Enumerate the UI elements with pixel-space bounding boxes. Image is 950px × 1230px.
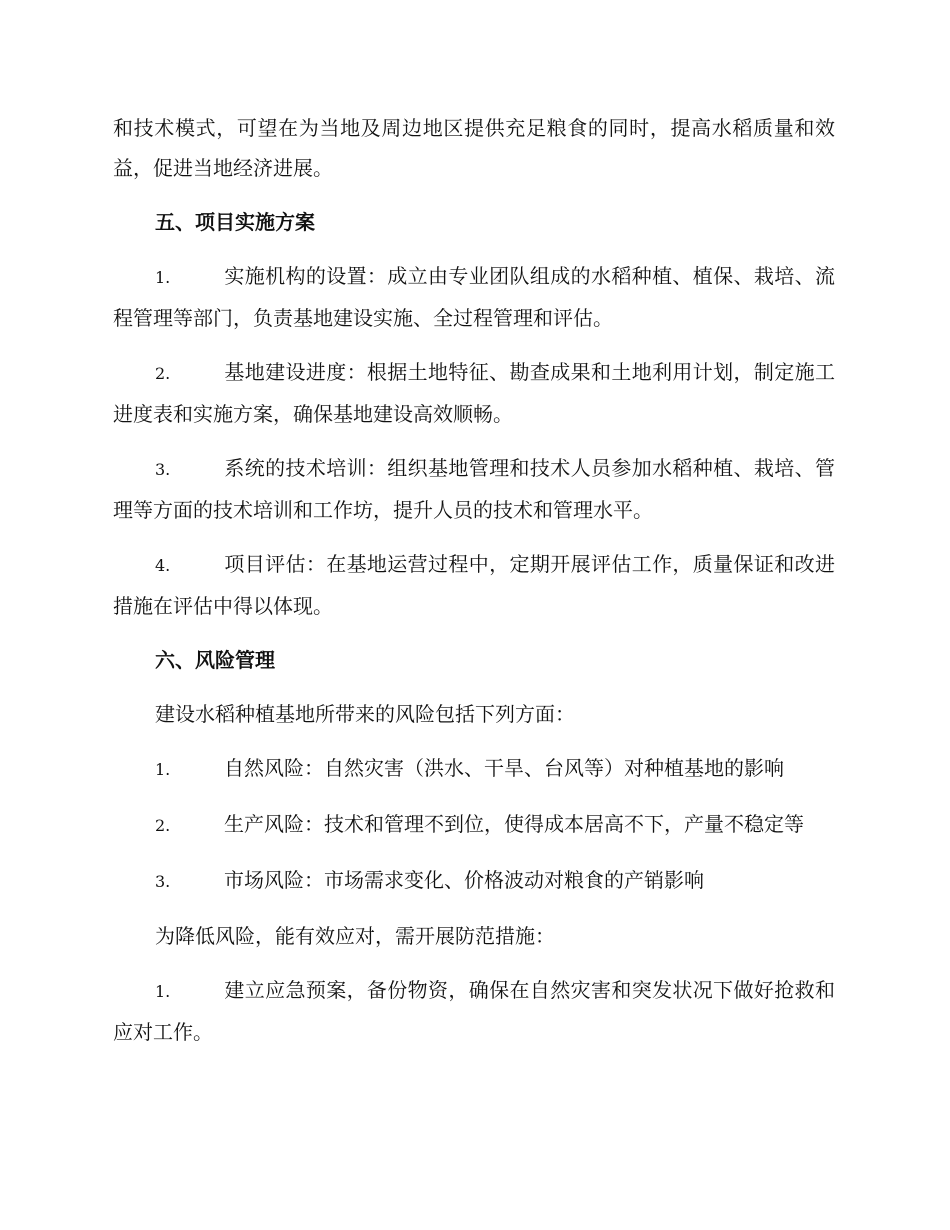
item-number: 1.: [155, 760, 171, 779]
item-number: 3.: [155, 872, 171, 891]
item-text: 项目评估：在基地运营过程中，定期开展评估工作，质量保证和改进措施在评估中得以体现。: [113, 552, 835, 618]
document-body: [113, 108, 835, 1066]
item-text: 市场风险：市场需求变化、价格波动对粮食的产销影响: [224, 868, 704, 892]
item-number: 2.: [155, 816, 171, 835]
section-heading-implementation: 五、项目实施方案: [155, 210, 315, 234]
measures-intro-paragraph: 为降低风险，能有效应对，需开展防范措施：: [155, 924, 555, 948]
item-text: 建立应急预案，备份物资，确保在自然灾害和突发状况下做好抢救和应对工作。: [113, 978, 835, 1044]
risk-intro-paragraph: 建设水稻种植基地所带来的风险包括下列方面：: [155, 702, 575, 726]
item-text: 生产风险：技术和管理不到位，使得成本居高不下，产量不稳定等: [224, 812, 804, 836]
implementation-item: [113, 448, 835, 530]
section-heading-risk: 六、风险管理: [155, 648, 275, 672]
item-number: 1.: [155, 982, 171, 1001]
continuation-paragraph: 和技术模式，可望在为当地及周边地区提供充足粮食的同时，提高水稻质量和效益，促进当地经济进展。: [113, 116, 835, 180]
risk-item: [113, 804, 835, 846]
item-number: 2.: [155, 364, 171, 383]
item-text: 基地建设进度：根据土地特征、勘查成果和土地利用计划，制定施工进度表和实施方案，确保基地建设高效顺畅。: [113, 360, 835, 426]
implementation-item: [113, 256, 835, 338]
implementation-item: [113, 352, 835, 434]
item-text: 自然风险：自然灾害（洪水、干旱、台风等）对种植基地的影响: [224, 756, 784, 780]
item-number: 3.: [155, 460, 171, 479]
measure-item: [113, 970, 835, 1052]
risk-item: [113, 860, 835, 902]
item-text: 系统的技术培训：组织基地管理和技术人员参加水稻种植、栽培、管理等方面的技术培训和工作坊，提升人员的技术和管理水平。: [113, 456, 835, 522]
risk-item: [113, 748, 835, 790]
item-number: 4.: [155, 556, 171, 575]
implementation-item: [113, 544, 835, 626]
item-number: 1.: [155, 268, 171, 287]
item-text: 实施机构的设置：成立由专业团队组成的水稻种植、植保、栽培、流程管理等部门，负责基地建设实施、全过程管理和评估。: [113, 264, 835, 330]
